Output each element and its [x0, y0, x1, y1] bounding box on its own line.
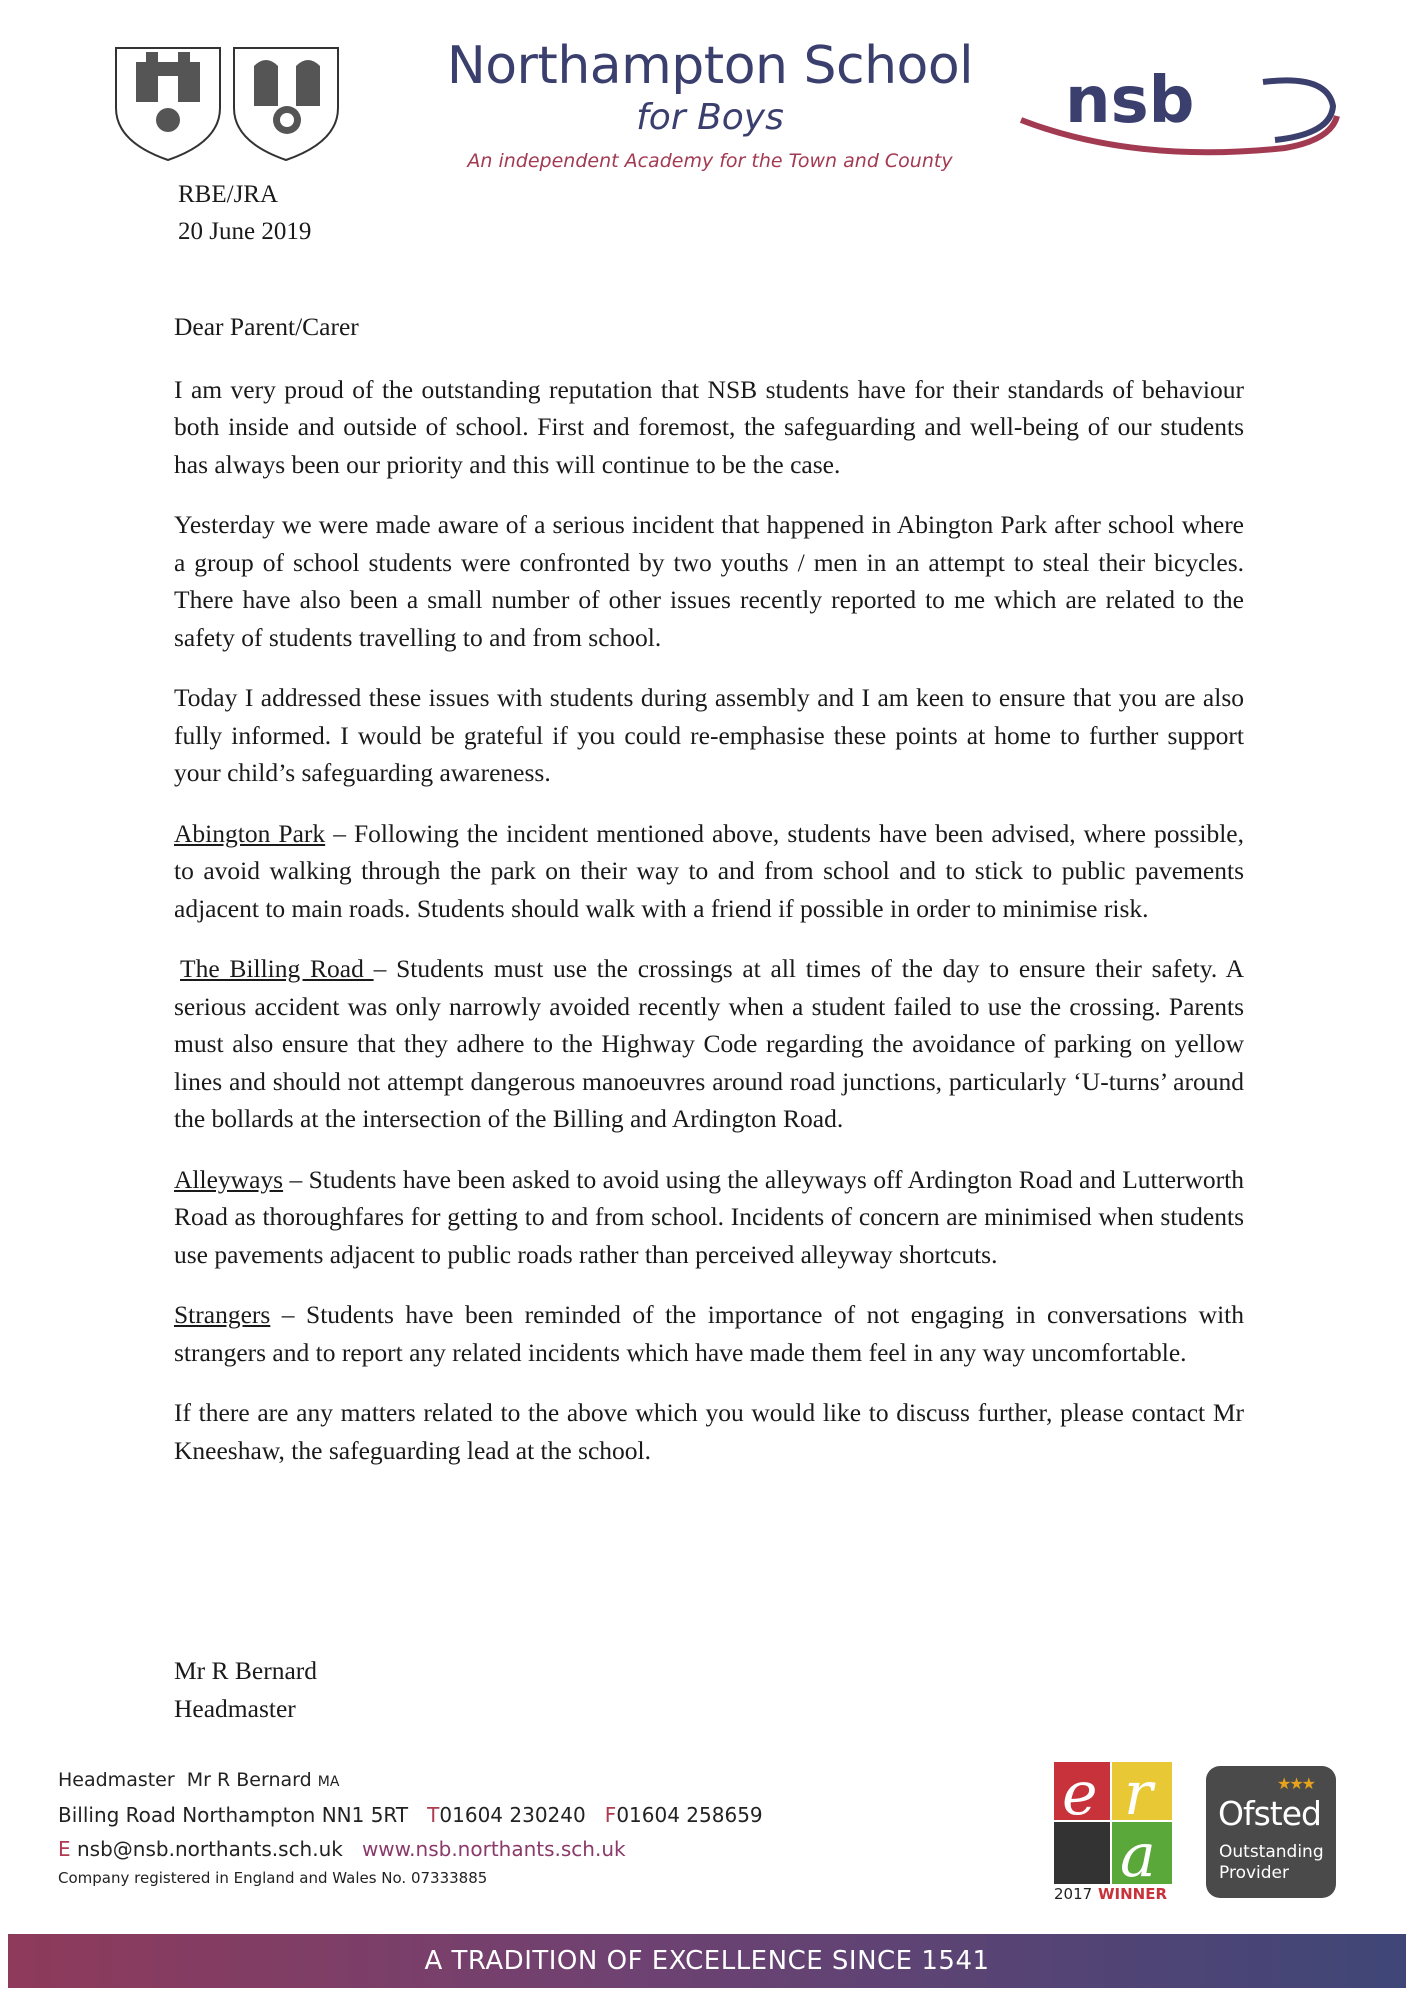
footer-head-label: Headmaster — [58, 1769, 175, 1791]
section-heading-strangers: Strangers — [174, 1300, 271, 1329]
footer-email[interactable]: nsb@nsb.northants.sch.uk — [77, 1837, 343, 1861]
footer-tel-label: T — [427, 1803, 440, 1827]
closing-paragraph: If there are any matters related to the above which you would like to discuss further, please contact Mr Kneeshaw, the safeguarding lead at the school. — [174, 1398, 1244, 1465]
ofsted-name: Ofsted — [1218, 1794, 1321, 1833]
footer-tel: 01604 230240 — [439, 1803, 586, 1827]
letter-date: 20 June 2019 — [178, 218, 312, 245]
footer-company-registration: Company registered in England and Wales No. 07333885 — [58, 1869, 488, 1887]
letterhead-title — [440, 36, 980, 172]
section-alleyways — [174, 1161, 1244, 1274]
tradition-banner: A TRADITION OF EXCELLENCE SINCE 1541 — [8, 1934, 1406, 1988]
footer-fax-label: F — [604, 1803, 617, 1827]
era-award-badge — [1054, 1762, 1174, 1902]
era-year: 2017 — [1054, 1885, 1093, 1902]
footer-address-line — [58, 1798, 763, 1832]
section-heading-billing-road: The Billing Road — [180, 954, 374, 983]
paragraph-2: Yesterday we were made aware of a serious incident that happened in Abington Park after school where a group of school students were confronted by two youths / men in an attempt to steal their bicycles. There have also been a small number of other issues recently reported to me which are related to the safety of students travelling to and from school. — [174, 510, 1244, 652]
section-abington-park — [174, 815, 1244, 928]
letter-reference-block — [178, 176, 311, 250]
era-winner: WINNER — [1098, 1885, 1168, 1902]
ofsted-rating-line-1: Outstanding — [1219, 1842, 1324, 1862]
section-strangers — [174, 1296, 1244, 1371]
section-heading-abington-park: Abington Park — [174, 818, 326, 848]
ofsted-outstanding-badge — [1206, 1766, 1336, 1898]
section-text-abington-park: – Following the incident mentioned above, students have been advised, where possible, to avoid walking through the park on their way to and from school and to stick to public pavements adjacent to main roads. Students should walk with a friend if possible in order to minimise risk. — [174, 818, 1244, 923]
footer-contact — [58, 1764, 763, 1890]
signature-block — [174, 1652, 317, 1728]
footer-address: Billing Road Northampton NN1 5RT — [58, 1803, 409, 1827]
school-subtitle: for Boys — [636, 97, 784, 138]
school-name: Northampton School — [446, 36, 974, 96]
era-letter-a: a — [1120, 1821, 1156, 1891]
paragraph-3: Today I addressed these issues with students during assembly and I am keen to ensure that you are also fully informed. I would be grateful if you could re-emphasise these points at home to further support your child’s safeguarding awareness. — [174, 683, 1244, 787]
salutation: Dear Parent/Carer — [174, 312, 359, 341]
section-text-alleyways: – Students have been asked to avoid using the alleyways off Ardington Road and Lutterworth Road as thoroughfares for getting to and from school. Incidents of concern are minimised when students use pavements adjacent to public roads rather than perceived alleyway shortcuts. — [174, 1164, 1244, 1269]
footer-head-quals: MA — [317, 1774, 340, 1790]
footer-fax: 01604 258659 — [616, 1803, 763, 1827]
footer-head-name: Mr R Bernard — [186, 1769, 312, 1791]
ofsted-rating-line-2: Provider — [1219, 1863, 1289, 1883]
footer-email-line — [58, 1832, 763, 1866]
section-text-billing-road: – Students must use the crossings at all times of the day to ensure their safety. A serious accident was only narrowly avoided recently when a student failed to use the crossing. Parents must also ensure that they adhere to the Highway Code regarding the avoidance of parking on yellow lines and should not attempt dangerous manoeuvres around road junctions, particularly ‘U-turns’ around the bollards at the intersection of the Billing and Ardington Road. — [174, 954, 1244, 1133]
footer-email-label: E — [58, 1837, 71, 1861]
signature-name: Mr R Bernard — [174, 1656, 318, 1685]
section-text-strangers: – Students have been reminded of the importance of not engaging in conversations with strangers and to report any related incidents which have made them feel in any way uncomfortable. — [174, 1300, 1244, 1367]
school-crests-logo — [112, 46, 342, 166]
nsb-logo — [1015, 60, 1345, 160]
ofsted-stars-icon: ★★★ — [1276, 1774, 1314, 1793]
era-letter-r: r — [1124, 1762, 1153, 1829]
section-heading-alleyways: Alleyways — [174, 1164, 284, 1194]
footer-headmaster-line — [58, 1764, 763, 1798]
paragraph-1: I am very proud of the outstanding reputation that NSB students have for their standards of behaviour both inside and outside of school. First and foremost, the safeguarding and well-being of our students has always been our priority and this will continue to be the case. — [174, 374, 1244, 479]
section-billing-road — [174, 950, 1244, 1138]
reference-code: RBE/JRA — [178, 181, 279, 208]
signature-title: Headmaster — [174, 1694, 296, 1723]
nsb-logo-text: nsb — [1065, 64, 1195, 138]
era-letter-e: e — [1062, 1762, 1098, 1829]
school-tagline: An independent Academy for the Town and County — [467, 150, 953, 172]
ofsted-rating — [1219, 1842, 1324, 1884]
letter-body — [174, 308, 1244, 1492]
footer-website-link[interactable]: www.nsb.northants.sch.uk — [361, 1837, 626, 1861]
